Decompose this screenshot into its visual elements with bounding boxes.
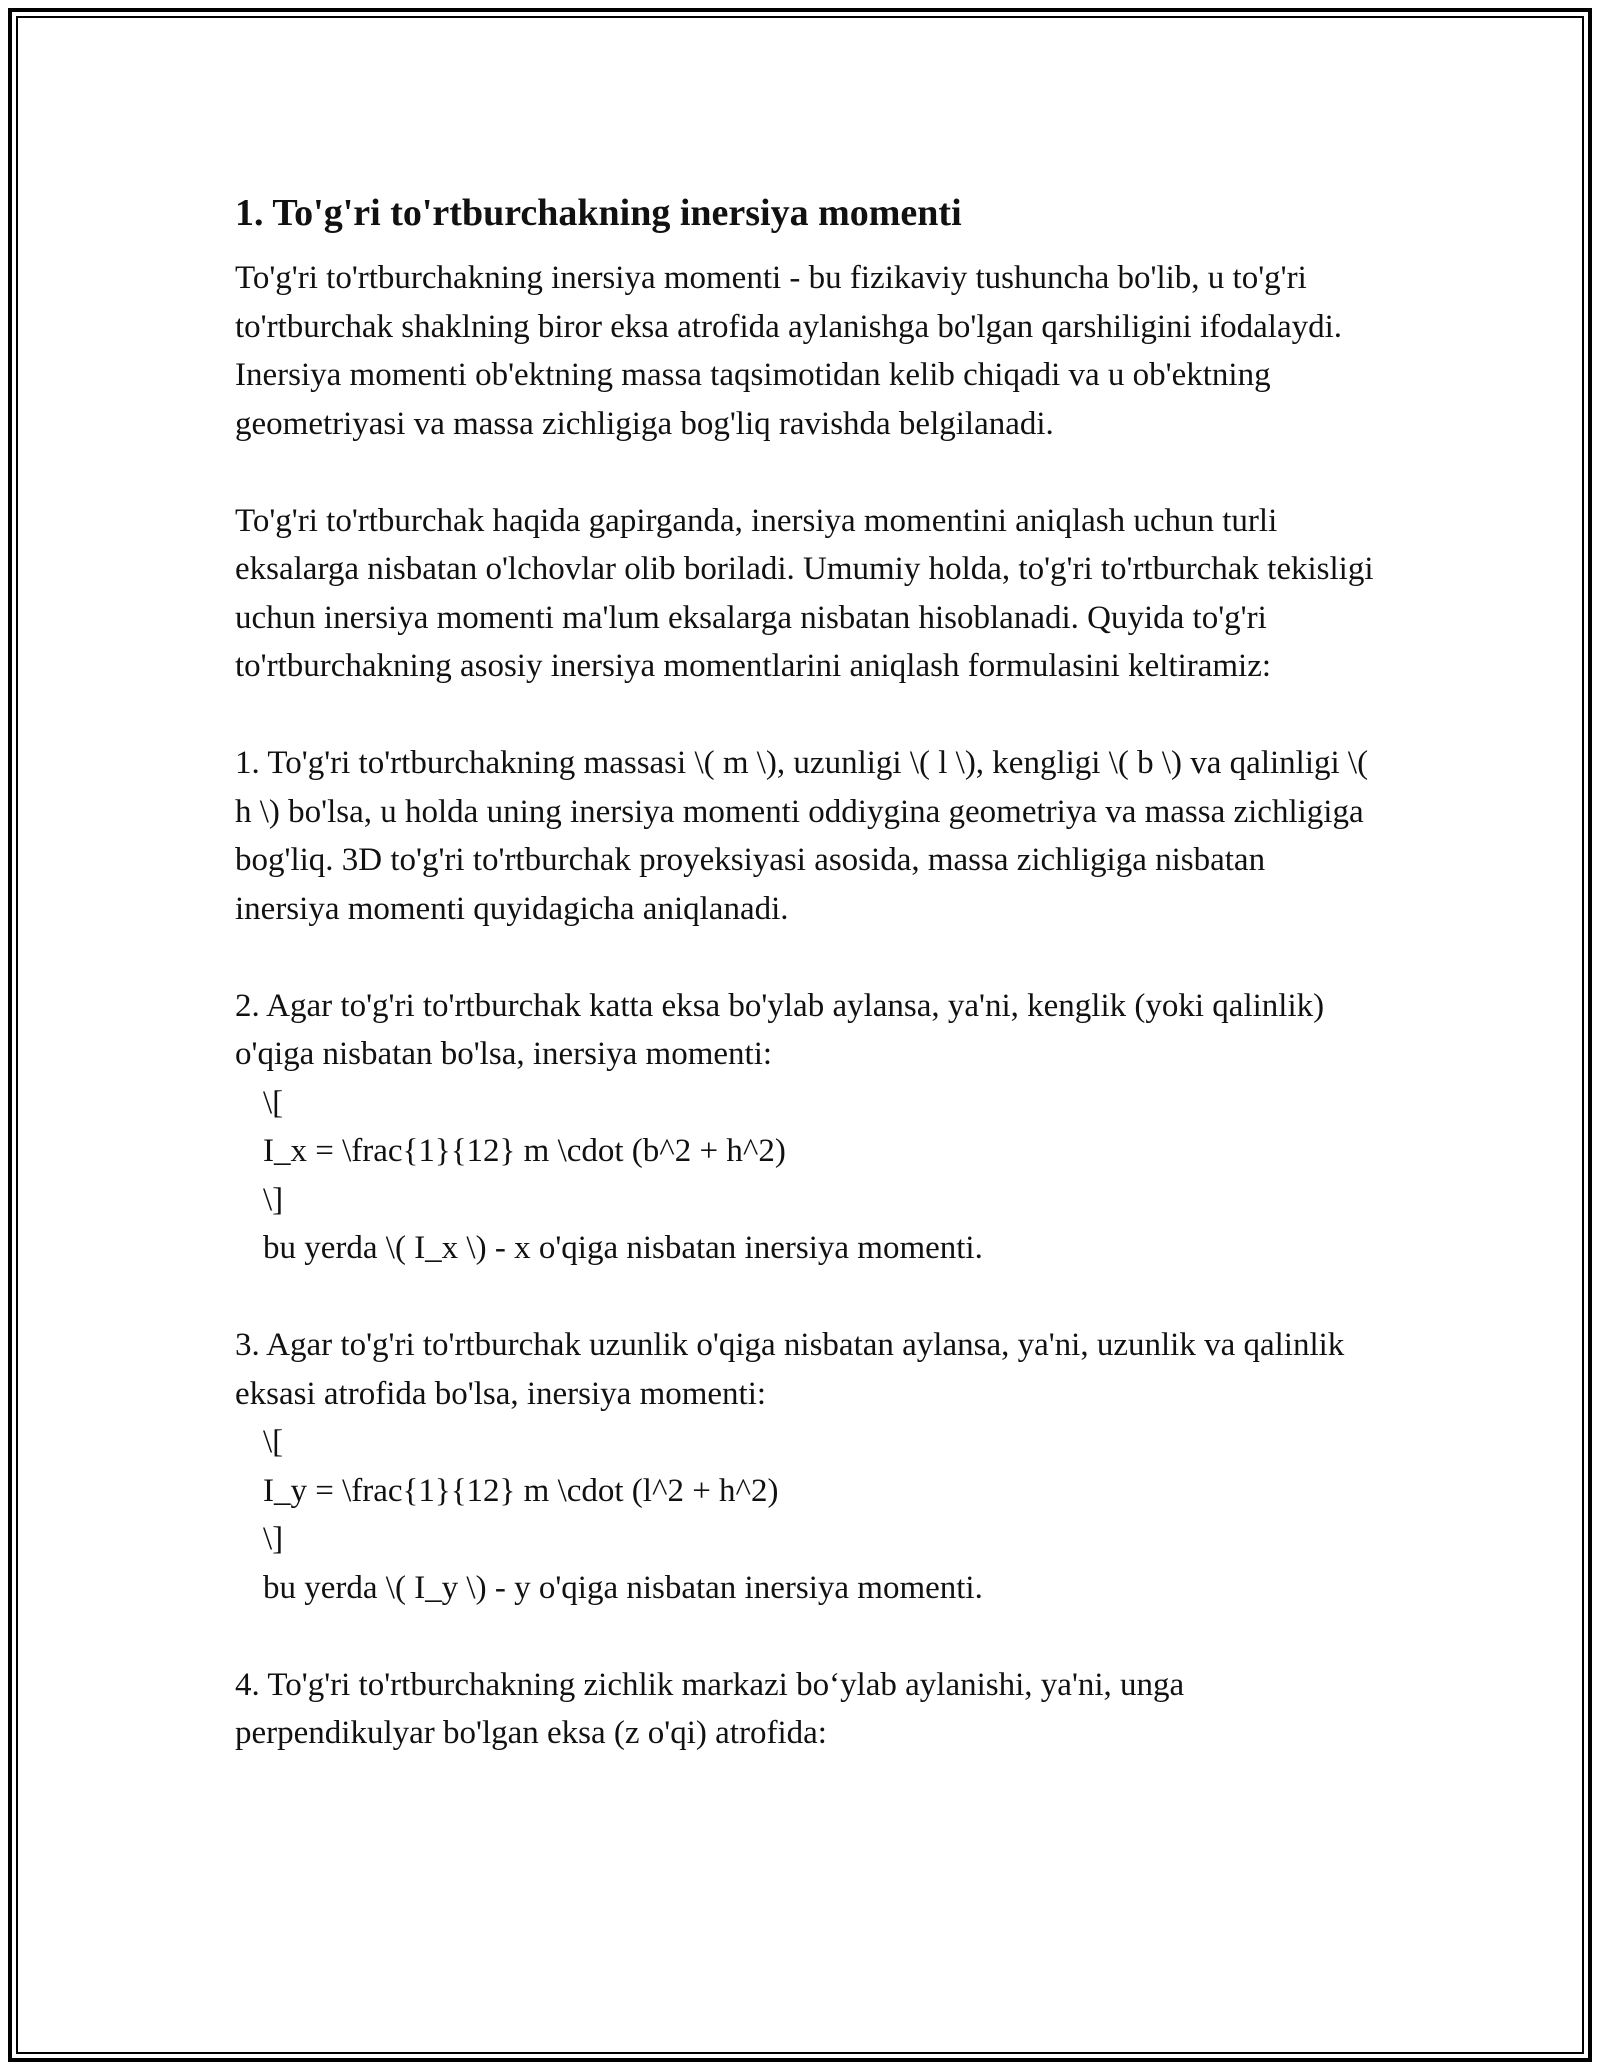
paragraph-gap bbox=[235, 691, 1375, 740]
paragraph-gap bbox=[235, 933, 1375, 982]
formula-ix: I_x = \frac{1}{12} m \cdot (b^2 + h^2) bbox=[263, 1133, 786, 1169]
formula-open-bracket: \[ bbox=[263, 1424, 284, 1460]
list-item-4: 4. To'g'ri to'rtburchakning zichlik markazi bo‘ylab aylanishi, ya'ni, unga perpendikulyar bo'lgan eksa (z o'qi) atrofida: bbox=[235, 1666, 1185, 1751]
section-heading: 1. To'g'ri to'rtburchakning inersiya momenti bbox=[235, 192, 962, 234]
paragraph-gap bbox=[235, 448, 1375, 497]
formula-iy-note: bu yerda \( I_y \) - y o'qiga nisbatan inersiya momenti. bbox=[263, 1569, 983, 1606]
formula-iy: I_y = \frac{1}{12} m \cdot (l^2 + h^2) bbox=[263, 1472, 779, 1509]
paragraph-gap bbox=[235, 1612, 1375, 1661]
formula-close-bracket: \] bbox=[263, 1181, 284, 1218]
formula-close-bracket: \] bbox=[263, 1521, 284, 1557]
formula-ix-note: bu yerda \( I_x \) - x o'qiga nisbatan inersiya momenti. bbox=[263, 1230, 983, 1266]
intro-paragraph: To'g'ri to'rtburchakning inersiya momenti - bu fizikaviy tushuncha bo'lib, u to'g'ri to'rtburchak shaklning biror eksa atrofida aylanishga bo'lgan qarshiligini ifodalaydi. Inersiya momenti ob'ektning massa taqsimotidan kelib chiqadi va u ob'ektning geometriyasi va massa zichligiga bog'liq ravishda belgilanadi. bbox=[235, 260, 1343, 442]
context-paragraph: To'g'ri to'rtburchak haqida gapirganda, inersiya momentini aniqlash uchun turli eksalarga nisbatan o'lchovlar olib boriladi. Umumiy holda, to'g'ri to'rtburchak tekisligi uchun inersiya momenti ma'lum eksalarga nisbatan hisoblanadi. Quyida to'g'ri to'rtburchakning asosiy inersiya momentlarini aniqlash formulasini keltiramiz: bbox=[235, 502, 1374, 684]
paragraph-gap bbox=[235, 1273, 1375, 1322]
formula-open-bracket: \[ bbox=[263, 1084, 284, 1121]
list-item-1: 1. To'g'ri to'rtburchakning massasi \( m \), uzunligi \( l \), kengligi \( b \) va qalinligi \( h \) bo'lsa, u holda uning inersiya momenti oddiygina geometriya va massa zichligiga bog'liq. 3D to'g'ri to'rtburchak proyeksiyasi asosida, massa zichligiga nisbatan inersiya momenti quyidagicha aniqlanadi. bbox=[235, 745, 1369, 927]
list-item-2: 2. Agar to'g'ri to'rtburchak katta eksa bo'ylab aylansa, ya'ni, kenglik (yoki qalinlik) o'qiga nisbatan bo'lsa, inersiya momenti: bbox=[235, 987, 1325, 1072]
document-body bbox=[235, 186, 1375, 1758]
list-item-3: 3. Agar to'g'ri to'rtburchak uzunlik o'qiga nisbatan aylansa, ya'ni, uzunlik va qalinlik eksasi atrofida bo'lsa, inersiya momenti: bbox=[235, 1327, 1345, 1412]
